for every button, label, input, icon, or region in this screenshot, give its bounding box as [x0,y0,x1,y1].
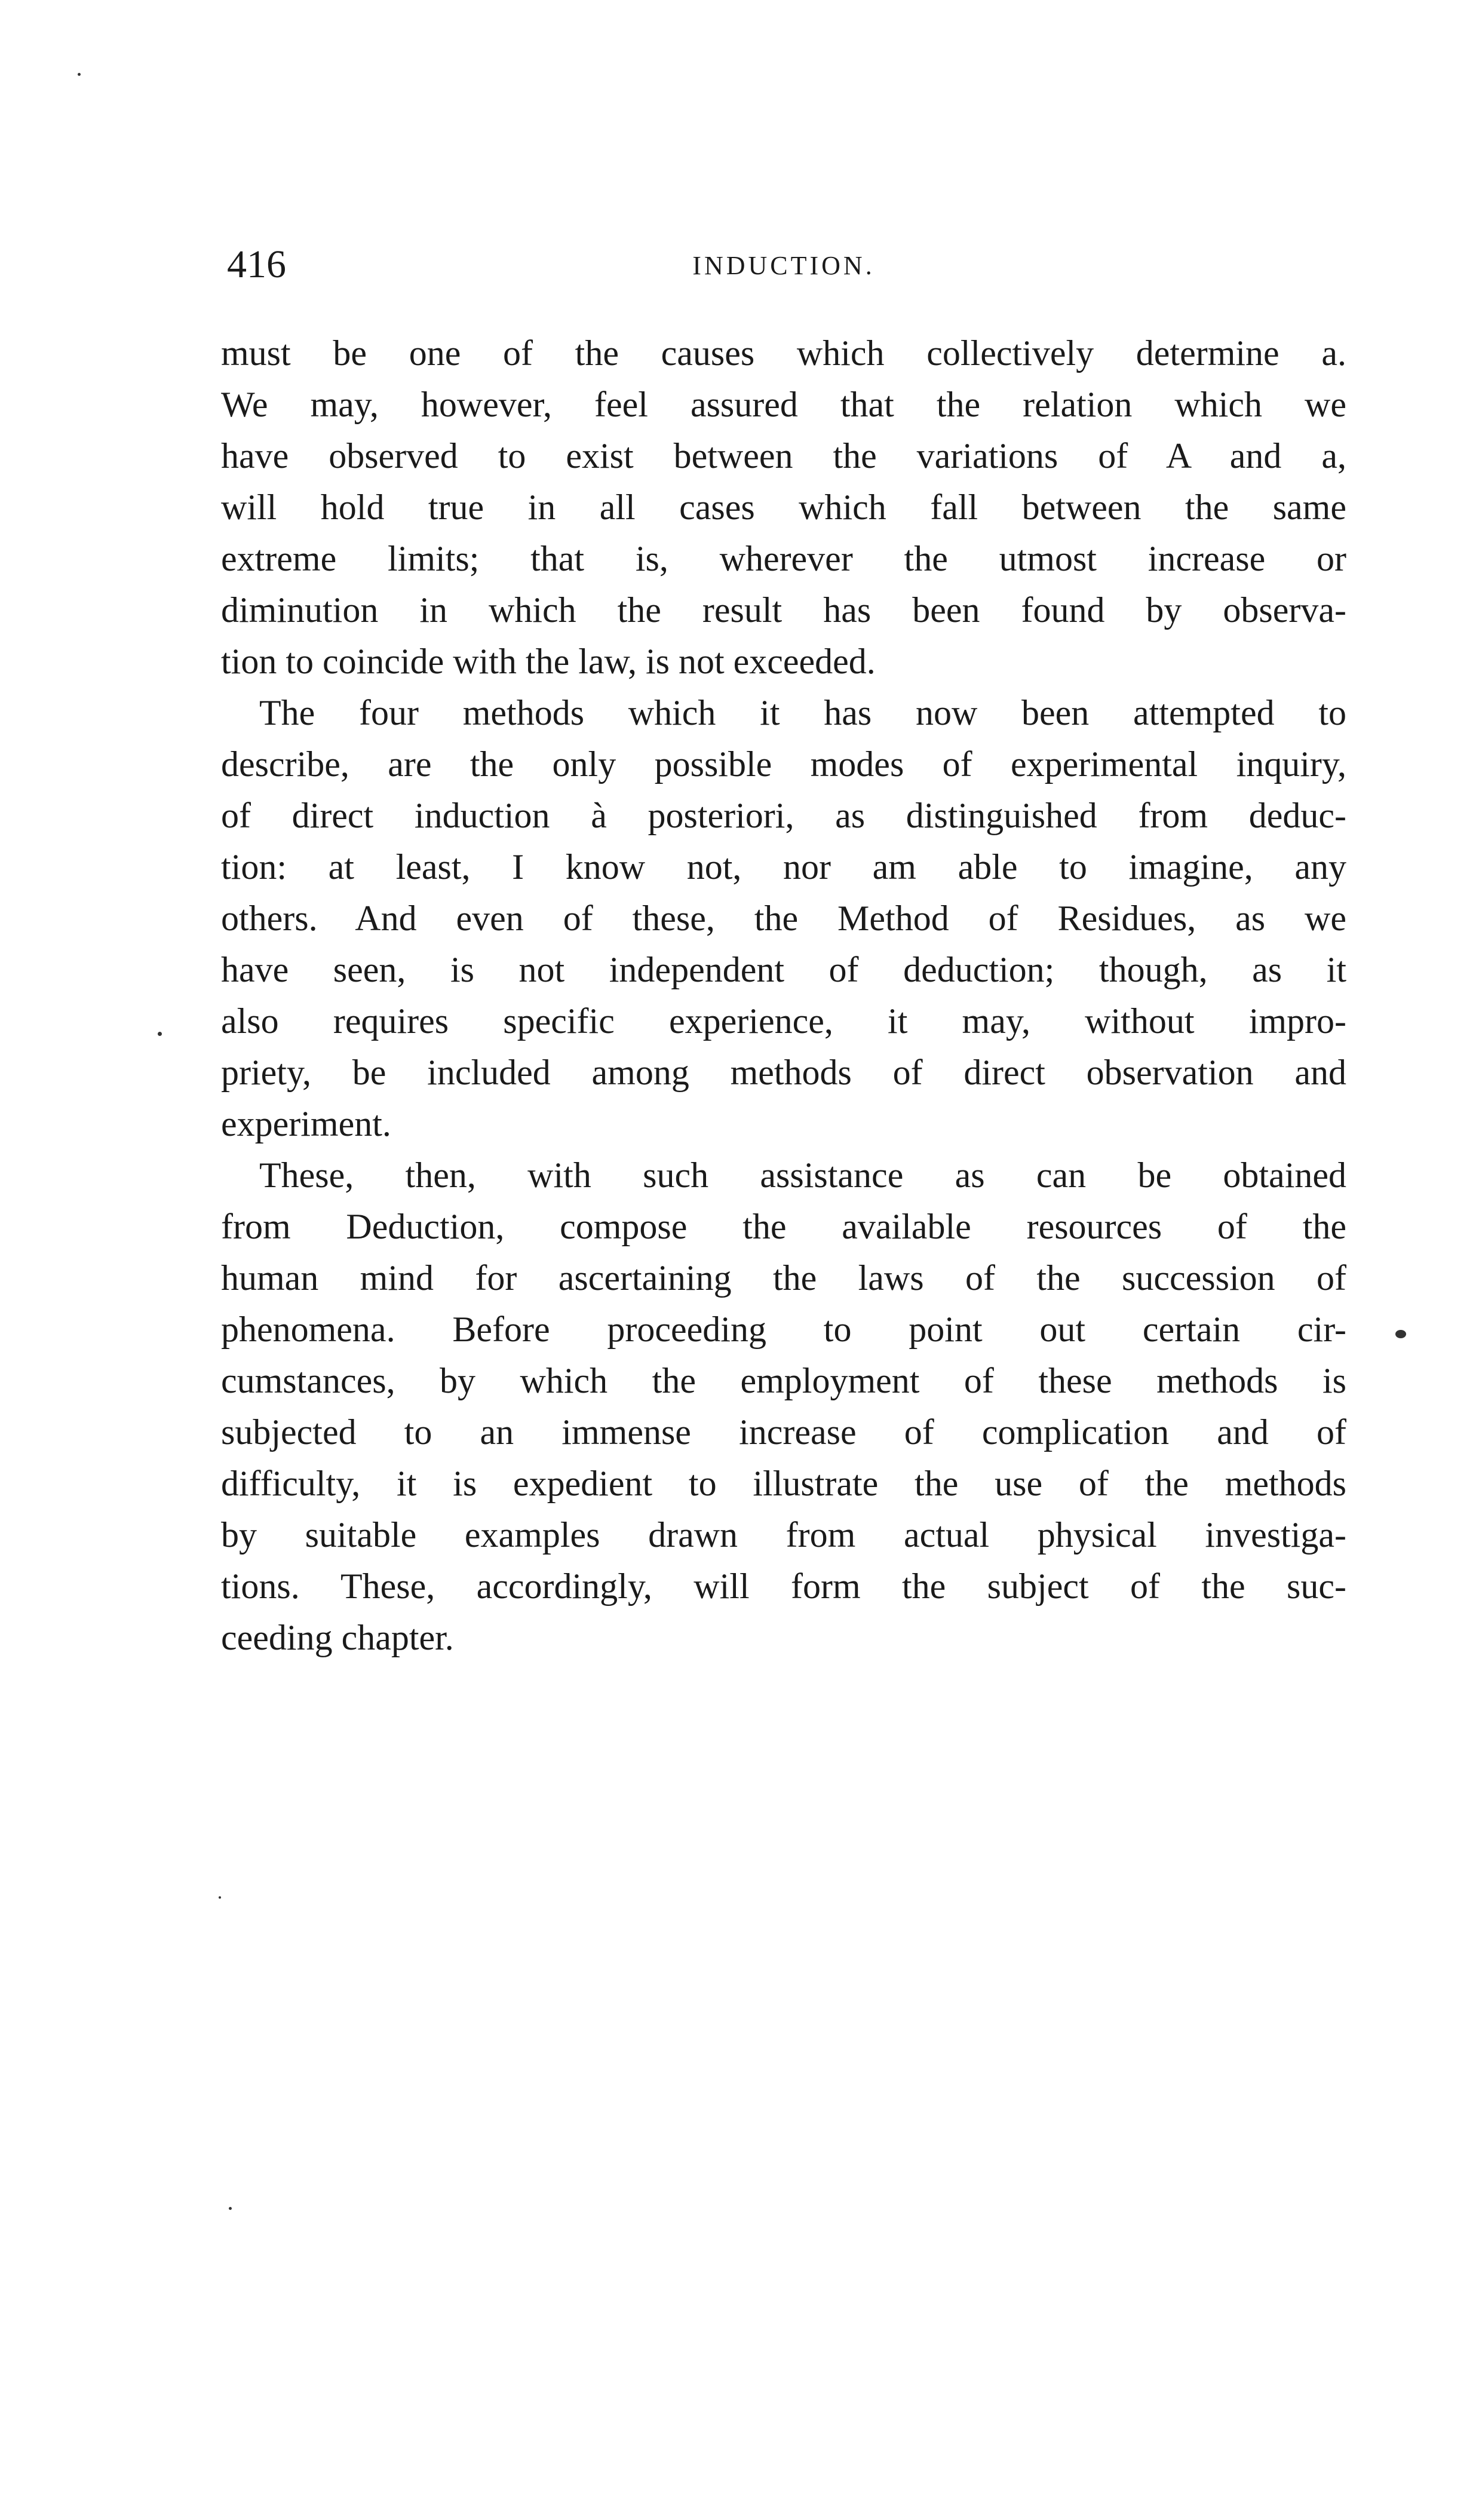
scan-speck [78,73,81,76]
scan-speck [219,1896,221,1899]
text-line: We may, however, feel assured that the relation which we [221,385,1346,424]
text-line: from Deduction, compose the available resources of the [221,1207,1346,1246]
text-line: ceeding chapter. [221,1618,454,1657]
text-line: have seen, is not independent of deduction; though, as it [221,950,1346,989]
text-line: phenomena. Before proceeding to point out certain cir- [221,1310,1346,1349]
page-header [221,242,1346,296]
paragraph [221,687,1346,1149]
running-title: INDUCTION. [692,251,875,280]
scan-speck [158,1032,162,1036]
text-line: human mind for ascertaining the laws of the succession of [221,1258,1346,1298]
text-line: diminution in which the result has been found by observa- [221,590,1346,630]
text-line: difficulty, it is expedient to illustrate the use of the methods [221,1464,1346,1503]
text-line: will hold true in all cases which fall between the same [221,488,1346,527]
body-text [221,327,1346,1663]
paragraph [221,327,1346,687]
page-number: 416 [227,243,286,286]
text-line: describe, are the only possible modes of experimental inquiry, [221,744,1346,784]
text-line: experiment. [221,1104,391,1143]
text-line: tions. These, accordingly, will form the subject of the suc- [221,1566,1346,1606]
text-line: have observed to exist between the variations of A and a, [221,436,1346,476]
text-line: tion to coincide with the law, is not exceeded. [221,642,876,681]
text-line: others. And even of these, the Method of Residues, as we [221,899,1346,938]
text-line: priety, be included among methods of direct observation and [221,1053,1346,1092]
scan-speck [1395,1330,1406,1338]
text-line: by suitable examples drawn from actual physical investiga- [221,1515,1346,1555]
text-line: subjected to an immense increase of complication and of [221,1412,1346,1452]
text-line: tion: at least, I know not, nor am able to imagine, any [221,847,1346,887]
text-line: cumstances, by which the employment of these methods is [221,1361,1346,1400]
paragraph [221,1149,1346,1663]
scan-speck [229,2207,232,2210]
text-line: These, then, with such assistance as can be obtained [259,1155,1346,1195]
text-line: must be one of the causes which collectively determine a. [221,333,1346,373]
text-line: of direct induction à posteriori, as distinguished from deduc- [221,796,1346,835]
text-line: extreme limits; that is, wherever the utmost increase or [221,539,1346,578]
text-line: The four methods which it has now been attempted to [259,693,1346,732]
text-line: also requires specific experience, it may, without impro- [221,1001,1346,1041]
